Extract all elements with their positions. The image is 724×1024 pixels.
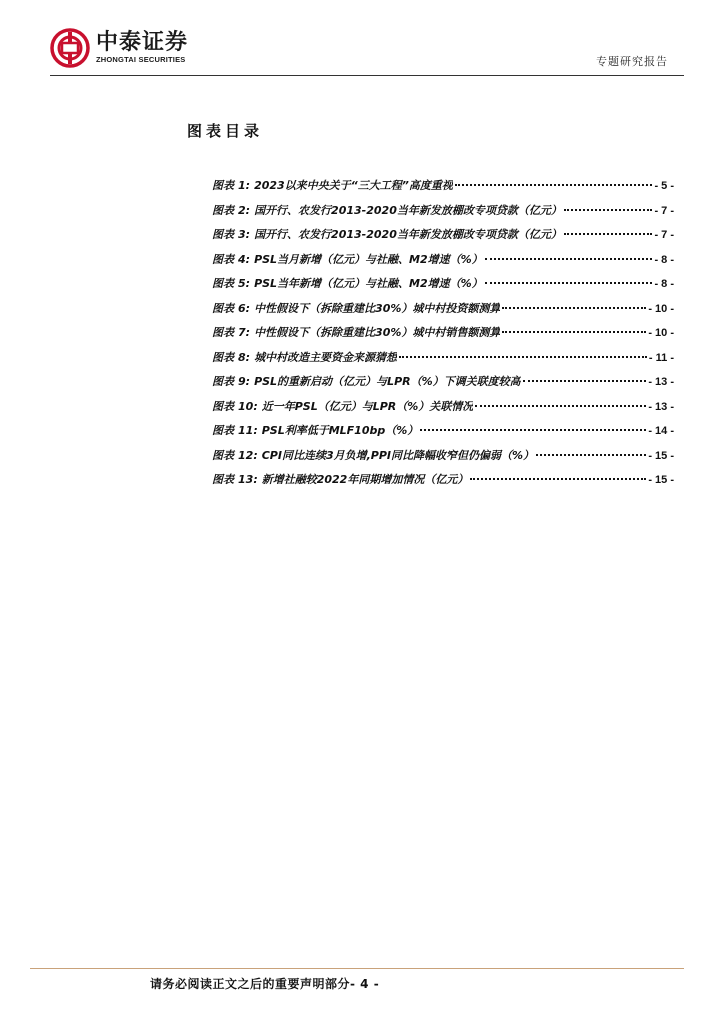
footer <box>150 975 379 992</box>
toc-entry-page: - 13 - <box>648 376 674 388</box>
toc-entry[interactable] <box>212 398 674 423</box>
toc-entry-label: 图表 <box>212 179 234 192</box>
toc-entry-number: 12 <box>238 448 254 462</box>
toc-dot-leader <box>485 258 653 260</box>
toc-entry-separator: : <box>245 228 251 241</box>
toc-dot-leader <box>502 331 646 333</box>
toc-dot-leader <box>502 307 646 309</box>
toc-entry-label: 图表 <box>212 473 234 486</box>
toc-entry[interactable] <box>212 300 674 325</box>
toc-entry-page: - 10 - <box>648 327 674 339</box>
toc-entry-title: PSL利率低于MLF10bp（%） <box>261 424 419 437</box>
toc-entry-page: - 15 - <box>648 474 674 486</box>
toc-dot-leader <box>485 282 653 284</box>
toc-entry-number: 7 <box>238 326 246 339</box>
toc-entry[interactable] <box>212 177 674 202</box>
toc-entry-page: - 5 - <box>654 180 674 192</box>
toc-entry-page: - 7 - <box>654 204 674 217</box>
toc-entry-label: 图表 <box>212 277 234 290</box>
toc-entry-title: 新增社融较2022年同期增加情况（亿元） <box>261 473 469 486</box>
toc-entry-number: 10 <box>238 399 254 413</box>
toc-entry-separator: : <box>245 179 251 192</box>
toc-entry-separator: : <box>245 350 251 364</box>
footer-page-number: - 4 - <box>350 977 380 991</box>
toc-entry-separator: : <box>253 399 258 413</box>
toc-entry-title: 中性假设下（拆除重建比30%）城中村投资额测算 <box>254 301 501 315</box>
toc-entry-label: 图表 <box>212 326 234 339</box>
toc-entry-number: 11 <box>238 424 254 437</box>
toc-entry-number: 3 <box>238 228 246 241</box>
toc-entry-number: 2 <box>238 203 246 217</box>
toc-entry-number: 6 <box>238 301 246 315</box>
toc-entry[interactable] <box>212 373 674 398</box>
toc-entry-separator: : <box>253 424 258 437</box>
toc-dot-leader <box>564 209 653 211</box>
toc-entry-separator: : <box>245 277 251 290</box>
toc-entry-label: 图表 <box>212 350 234 364</box>
brand-seal-icon <box>50 28 90 68</box>
toc-entry-title: 城中村改造主要资金来源猜想 <box>254 350 398 364</box>
toc-entry-title: 国开行、农发行2013-2020当年新发放棚改专项贷款（亿元） <box>254 228 562 241</box>
toc-entry-title: PSL当年新增（亿元）与社融、M2增速（%） <box>254 277 483 290</box>
toc-entry[interactable] <box>212 275 674 300</box>
footer-disclaimer: 请务必阅读正文之后的重要声明部分 <box>150 977 351 991</box>
toc-entry[interactable] <box>212 349 674 374</box>
toc-dot-leader <box>399 356 647 358</box>
toc-dot-leader <box>475 405 646 407</box>
toc-entry-separator: : <box>245 203 251 217</box>
toc-entry-separator: : <box>245 252 251 266</box>
toc-entry-page: - 13 - <box>648 400 674 413</box>
toc-dot-leader <box>564 233 653 235</box>
toc-entry-separator: : <box>245 301 251 315</box>
header-divider <box>50 75 684 76</box>
toc-entry-title: PSL当月新增（亿元）与社融、M2增速（%） <box>254 252 483 266</box>
toc-title: 图表目录 <box>187 122 264 140</box>
toc-entry-label: 图表 <box>212 301 234 315</box>
toc-dot-leader <box>420 429 646 431</box>
toc-entry[interactable] <box>212 324 674 349</box>
toc-entry-number: 8 <box>238 350 246 364</box>
toc-entry-page: - 15 - <box>648 449 674 462</box>
toc-entry-label: 图表 <box>212 375 234 388</box>
toc-entry-title: CPI同比连续3月负增,PPI同比降幅收窄但仍偏弱（%） <box>261 448 535 462</box>
toc-entry[interactable] <box>212 471 674 496</box>
toc-dot-leader <box>536 454 646 456</box>
toc-entry-label: 图表 <box>212 228 234 241</box>
page-header <box>0 0 724 80</box>
toc-entry-label: 图表 <box>212 399 234 413</box>
report-type-label: 专题研究报告 <box>596 55 668 68</box>
toc-entry[interactable] <box>212 226 674 251</box>
brand-logo <box>50 28 188 68</box>
toc-entry-separator: : <box>253 473 258 486</box>
toc-entry-separator: : <box>245 375 251 388</box>
toc-entry-page: - 8 - <box>654 253 674 266</box>
toc-entry-title: 中性假设下（拆除重建比30%）城中村销售额测算 <box>254 326 501 339</box>
footer-divider <box>30 968 684 969</box>
toc-dot-leader <box>470 478 646 480</box>
toc-entry-label: 图表 <box>212 203 234 217</box>
brand-name-cn: 中泰证券 <box>96 30 189 55</box>
toc-entry-number: 13 <box>238 473 254 486</box>
toc-entry-title: 近一年PSL（亿元）与LPR（%）关联情况 <box>261 399 474 413</box>
toc-dot-leader <box>523 380 647 382</box>
toc-entry-separator: : <box>253 448 258 462</box>
figure-toc-list <box>212 177 674 496</box>
toc-entry-number: 4 <box>238 252 246 266</box>
toc-entry-page: - 7 - <box>654 229 674 241</box>
toc-entry-page: - 14 - <box>648 425 674 437</box>
toc-entry-title: 国开行、农发行2013-2020当年新发放棚改专项贷款（亿元） <box>254 203 562 217</box>
toc-entry-page: - 8 - <box>654 278 674 290</box>
toc-entry-page: - 10 - <box>648 302 674 315</box>
toc-entry-label: 图表 <box>212 448 234 462</box>
toc-entry[interactable] <box>212 202 674 227</box>
toc-entry-number: 5 <box>238 277 246 290</box>
toc-entry-title: 2023以来中央关于“三大工程”高度重视 <box>254 179 453 192</box>
toc-entry-number: 1 <box>238 179 246 192</box>
toc-entry-title: PSL的重新启动（亿元）与LPR（%）下调关联度较高 <box>254 375 521 388</box>
toc-entry[interactable] <box>212 447 674 472</box>
toc-entry-page: - 11 - <box>648 351 674 364</box>
toc-entry-separator: : <box>245 326 251 339</box>
toc-dot-leader <box>455 184 653 186</box>
brand-name-en: ZHONGTAI SECURITIES <box>96 55 186 64</box>
toc-entry[interactable] <box>212 422 674 447</box>
toc-entry-label: 图表 <box>212 252 234 266</box>
toc-entry-label: 图表 <box>212 424 234 437</box>
toc-entry[interactable] <box>212 251 674 276</box>
toc-entry-number: 9 <box>238 375 246 388</box>
